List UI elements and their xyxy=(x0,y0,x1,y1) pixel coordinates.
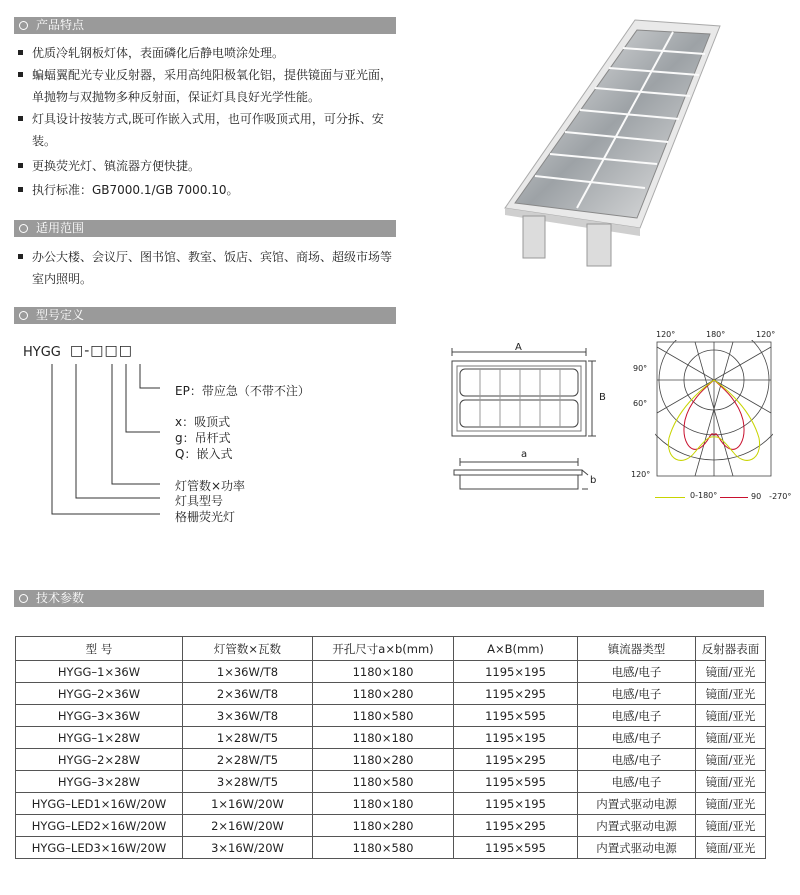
bullet-icon xyxy=(18,254,23,259)
section-title: 型号定义 xyxy=(36,308,85,322)
table-cell: 1195×295 xyxy=(454,749,578,771)
table-cell: 镜面/亚光 xyxy=(696,683,766,705)
table-cell: 1×16W/20W xyxy=(183,793,313,815)
table-cell: HYGG–1×28W xyxy=(16,727,183,749)
circle-icon xyxy=(19,21,28,30)
model-leader-lines xyxy=(40,362,160,522)
table-cell: 镜面/亚光 xyxy=(696,661,766,683)
spec-table xyxy=(15,636,766,859)
product-photo xyxy=(495,18,745,268)
dim-b: b xyxy=(590,475,597,486)
table-cell: 镜面/亚光 xyxy=(696,793,766,815)
column-header: 反射器表面 xyxy=(696,637,766,661)
model-ep: EP：带应急（不带不注） xyxy=(175,384,310,398)
table-cell: 1180×280 xyxy=(313,749,454,771)
table-cell: 镜面/亚光 xyxy=(696,727,766,749)
table-cell: 电感/电子 xyxy=(578,705,696,727)
model-x: x：吸顶式 xyxy=(175,415,231,429)
list-item: 蝙蝠翼配光专业反射器，采用高纯阳极氧化铝，提供镜面与亚光面，单抛物与双抛物多种反射面，保证灯具良好光学性能。 xyxy=(18,64,403,108)
table-cell: 镜面/亚光 xyxy=(696,771,766,793)
model-code: HYGG xyxy=(23,345,61,360)
table-row xyxy=(16,837,766,859)
table-cell: HYGG–LED2×16W/20W xyxy=(16,815,183,837)
table-cell: 1180×280 xyxy=(313,815,454,837)
table-cell: 1195×595 xyxy=(454,837,578,859)
table-cell: 1195×195 xyxy=(454,793,578,815)
polar-label-90: 90° xyxy=(633,364,648,373)
table-cell: 1195×295 xyxy=(454,683,578,705)
table-cell: 内置式驱动电源 xyxy=(578,815,696,837)
list-item: 灯具设计按装方式,既可作嵌入式用，也可作吸顶式用，可分拆、安装。 xyxy=(18,108,403,152)
polar-label-tm: 180° xyxy=(706,330,726,339)
polar-label-tr: 120° xyxy=(756,330,776,339)
table-cell: HYGG–2×36W xyxy=(16,683,183,705)
table-cell: 1195×295 xyxy=(454,815,578,837)
table-cell: 镜面/亚光 xyxy=(696,749,766,771)
column-header: 开孔尺寸a×b(mm) xyxy=(313,637,454,661)
table-cell: HYGG–1×36W xyxy=(16,661,183,683)
model-q: Q：嵌入式 xyxy=(175,447,233,461)
table-cell: HYGG–LED3×16W/20W xyxy=(16,837,183,859)
table-row xyxy=(16,749,766,771)
table-cell: 1180×580 xyxy=(313,837,454,859)
table-cell: 电感/电子 xyxy=(578,749,696,771)
table-cell: 2×16W/20W xyxy=(183,815,313,837)
list-item: 优质冷轧钢板灯体，表面磷化后静电喷涂处理。 xyxy=(18,42,403,64)
model-tubes: 灯管数×功率 xyxy=(175,479,246,493)
model-type: 灯具型号 xyxy=(175,494,224,508)
table-row xyxy=(16,661,766,683)
section-title: 技术参数 xyxy=(36,591,85,605)
legend-label-1: 0-180° xyxy=(690,491,718,500)
polar-label-60: 60° xyxy=(633,399,648,408)
model-code-boxes: □-□□□ xyxy=(70,343,133,359)
table-cell: 1180×180 xyxy=(313,661,454,683)
table-row xyxy=(16,771,766,793)
table-row xyxy=(16,705,766,727)
column-header: 镇流器类型 xyxy=(578,637,696,661)
table-cell: 镜面/亚光 xyxy=(696,837,766,859)
table-cell: 电感/电子 xyxy=(578,661,696,683)
dimension-drawing xyxy=(440,340,610,500)
column-header: 灯管数×瓦数 xyxy=(183,637,313,661)
bullet-icon xyxy=(18,72,23,77)
table-cell: 1195×595 xyxy=(454,705,578,727)
polar-diagram xyxy=(655,340,773,480)
section-title: 产品特点 xyxy=(36,18,85,32)
table-cell: 1×36W/T8 xyxy=(183,661,313,683)
section-header-specs xyxy=(14,590,764,607)
table-cell: 1180×580 xyxy=(313,771,454,793)
list-item: 更换荧光灯、镇流器方便快捷。 xyxy=(18,155,403,177)
table-cell: 内置式驱动电源 xyxy=(578,793,696,815)
table-cell: 2×28W/T5 xyxy=(183,749,313,771)
table-row xyxy=(16,683,766,705)
table-cell: 电感/电子 xyxy=(578,727,696,749)
polar-label-bl: 120° xyxy=(631,470,651,479)
column-header: 型 号 xyxy=(16,637,183,661)
table-row xyxy=(16,727,766,749)
bullet-icon xyxy=(18,116,23,121)
list-item: 执行标准：GB7000.1/GB 7000.10。 xyxy=(18,179,403,201)
table-cell: 镜面/亚光 xyxy=(696,815,766,837)
table-row xyxy=(16,815,766,837)
section-header-features xyxy=(14,17,396,34)
table-cell: 1195×195 xyxy=(454,727,578,749)
table-cell: 1195×195 xyxy=(454,661,578,683)
table-cell: 镜面/亚光 xyxy=(696,705,766,727)
table-cell: 1×28W/T5 xyxy=(183,727,313,749)
table-cell: 1180×180 xyxy=(313,793,454,815)
table-cell: 3×36W/T8 xyxy=(183,705,313,727)
table-cell: 3×16W/20W xyxy=(183,837,313,859)
section-header-model xyxy=(14,307,396,324)
table-cell: 电感/电子 xyxy=(578,771,696,793)
circle-icon xyxy=(19,224,28,233)
table-cell: HYGG–3×36W xyxy=(16,705,183,727)
dim-B: B xyxy=(599,392,606,403)
legend-label-2: 90 -270° xyxy=(751,492,792,501)
model-g: g：吊杆式 xyxy=(175,431,231,445)
polar-label-tl: 120° xyxy=(656,330,676,339)
table-cell: 2×36W/T8 xyxy=(183,683,313,705)
table-cell: 1195×595 xyxy=(454,771,578,793)
table-header-row xyxy=(16,637,766,661)
table-cell: 1180×180 xyxy=(313,727,454,749)
table-row xyxy=(16,793,766,815)
table-cell: 电感/电子 xyxy=(578,683,696,705)
bullet-icon xyxy=(18,163,23,168)
section-header-scope xyxy=(14,220,396,237)
dim-A: A xyxy=(515,342,522,353)
table-cell: HYGG–2×28W xyxy=(16,749,183,771)
circle-icon xyxy=(19,594,28,603)
legend-swatch-1 xyxy=(655,497,685,498)
legend-swatch-2 xyxy=(720,497,748,498)
table-cell: 1180×580 xyxy=(313,705,454,727)
circle-icon xyxy=(19,311,28,320)
column-header: A×B(mm) xyxy=(454,637,578,661)
model-name: 格栅荧光灯 xyxy=(175,510,236,524)
list-item: 办公大楼、会议厅、图书馆、教室、饭店、宾馆、商场、超级市场等室内照明。 xyxy=(18,246,403,290)
table-cell: 3×28W/T5 xyxy=(183,771,313,793)
dim-a: a xyxy=(521,449,528,460)
bullet-icon xyxy=(18,50,23,55)
table-cell: HYGG–LED1×16W/20W xyxy=(16,793,183,815)
section-title: 适用范围 xyxy=(36,221,85,235)
bullet-icon xyxy=(18,187,23,192)
table-cell: 1180×280 xyxy=(313,683,454,705)
table-cell: 内置式驱动电源 xyxy=(578,837,696,859)
table-cell: HYGG–3×28W xyxy=(16,771,183,793)
